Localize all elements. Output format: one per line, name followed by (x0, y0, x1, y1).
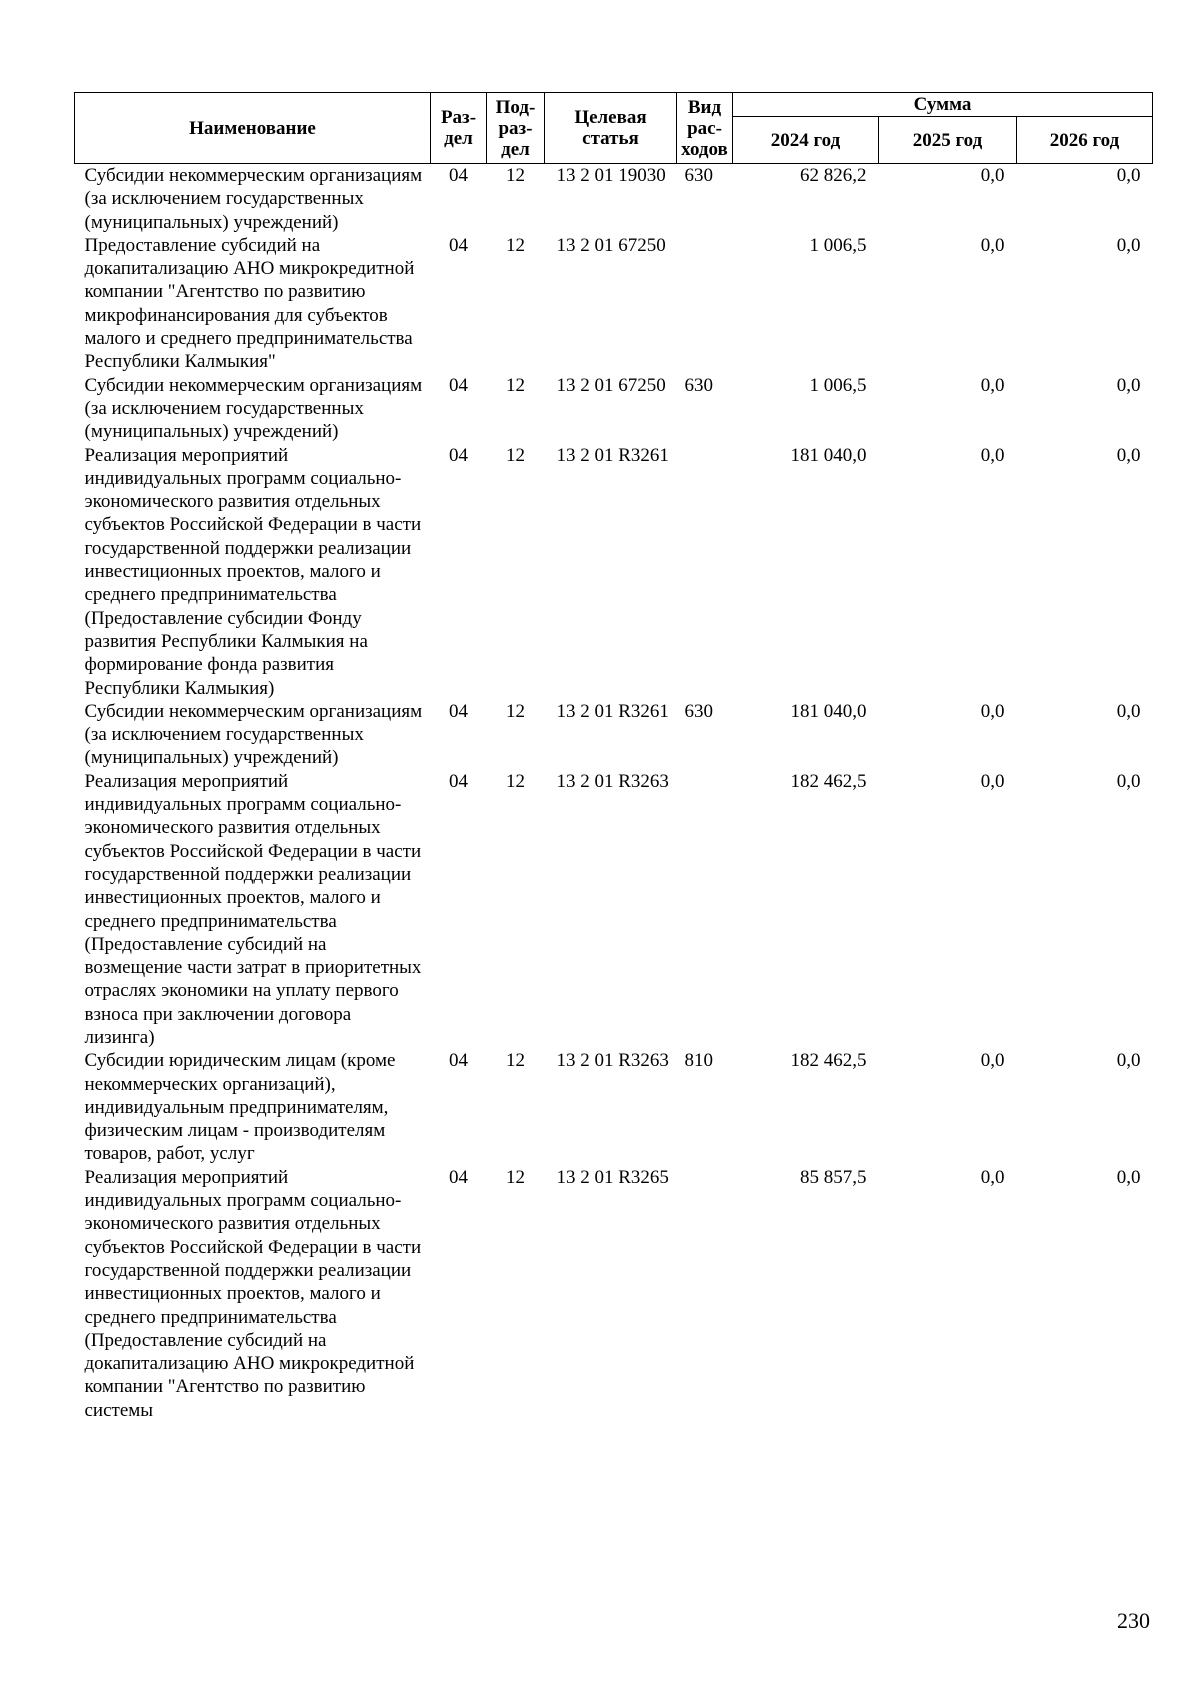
row-sum-2025: 0,0 (980, 700, 1005, 722)
header-year-2024: 2024 год (733, 117, 879, 164)
table-row (75, 164, 1153, 234)
row-celevaya-statya: 13 2 01 19030 (556, 165, 666, 186)
row-sum-2025: 0,0 (980, 234, 1005, 256)
table-body (75, 164, 1153, 1423)
header-year-2025: 2025 год (879, 117, 1017, 164)
row-razdel: 04 (449, 770, 468, 792)
row-sum-2024: 1 006,5 (809, 374, 867, 396)
table-row (75, 374, 1153, 444)
row-podrazdel: 12 (506, 700, 525, 722)
table-row (75, 770, 1153, 1050)
row-sum-2025: 0,0 (980, 1166, 1005, 1188)
row-sum-2026: 0,0 (1116, 234, 1141, 256)
row-podrazdel: 12 (506, 374, 525, 396)
row-sum-2026: 0,0 (1116, 700, 1141, 722)
header-summa: Сумма (733, 93, 1153, 117)
row-podrazdel: 12 (506, 770, 525, 792)
row-sum-2025: 0,0 (980, 770, 1005, 792)
row-sum-2026: 0,0 (1116, 1166, 1141, 1188)
row-celevaya-statya: 13 2 01 R3261 (556, 700, 669, 722)
row-celevaya-statya: 13 2 01 67250 (556, 234, 666, 256)
row-name: Реализация мероприятий индивидуальных программ социально-экономического развития отдельных субъектов Российской Федерации в части государственной поддержки реализации инвестиционных проектов, малого и среднего предпринимательства (Предоставление субсидии Фонду развития Республики Калмыкия на формирование фонда развития Республики Калмыкия) (84, 444, 422, 699)
row-razdel: 04 (449, 1050, 468, 1072)
row-sum-2024: 181 040,0 (790, 700, 867, 722)
header-razdel: Раз- дел (431, 93, 487, 164)
row-vid-rashodov: 630 (684, 374, 713, 396)
row-razdel: 04 (449, 700, 468, 722)
row-podrazdel: 12 (506, 1050, 525, 1072)
header-celevaya-statya: Целевая статья (545, 93, 677, 164)
row-vid-rashodov: 810 (684, 1050, 713, 1072)
row-name: Субсидии юридическим лицам (кроме некоммерческих организаций), индивидуальным предпринимателям, физическим лицам - производителям товаров, работ, услуг (84, 1050, 396, 1165)
table-row (75, 700, 1153, 770)
row-razdel: 04 (449, 444, 468, 466)
row-sum-2024: 1 006,5 (809, 234, 867, 256)
row-razdel: 04 (449, 374, 468, 396)
row-sum-2024: 181 040,0 (790, 444, 867, 466)
row-podrazdel: 12 (506, 1166, 525, 1188)
row-sum-2024: 182 462,5 (790, 770, 867, 792)
table-row (75, 1166, 1153, 1422)
row-podrazdel: 12 (506, 234, 525, 256)
budget-table (74, 92, 1153, 1422)
row-vid-rashodov (677, 234, 733, 374)
row-celevaya-statya: 13 2 01 67250 (556, 374, 666, 396)
row-razdel: 04 (449, 165, 468, 186)
row-name: Субсидии некоммерческим организациям (за исключением государственных (муниципальных) учреждений) (84, 374, 423, 443)
row-sum-2024: 62 826,2 (800, 165, 867, 186)
row-celevaya-statya: 13 2 01 R3265 (556, 1166, 669, 1188)
row-sum-2024: 85 857,5 (800, 1166, 867, 1188)
header-year-2026: 2026 год (1017, 117, 1153, 164)
row-name: Реализация мероприятий индивидуальных программ социально-экономического развития отдельных субъектов Российской Федерации в части государственной поддержки реализации инвестиционных проектов, малого и среднего предпринимательства (Предоставление субсидий на докапитализацию АНО микрокредитной компании "Агентство по развитию системы (84, 1166, 422, 1421)
row-sum-2026: 0,0 (1116, 1050, 1141, 1072)
row-sum-2025: 0,0 (980, 444, 1005, 466)
page-number: 230 (1117, 1608, 1150, 1633)
row-razdel: 04 (449, 234, 468, 256)
row-name: Субсидии некоммерческим организациям (за исключением государственных (муниципальных) учреждений) (84, 700, 423, 769)
row-celevaya-statya: 13 2 01 R3261 (556, 444, 669, 466)
row-razdel: 04 (449, 1166, 468, 1188)
row-sum-2025: 0,0 (980, 374, 1005, 396)
row-podrazdel: 12 (506, 444, 525, 466)
header-podrazdel: Под- раз- дел (487, 93, 545, 164)
row-sum-2025: 0,0 (980, 1050, 1005, 1072)
table-row (75, 234, 1153, 374)
row-sum-2026: 0,0 (1116, 444, 1141, 466)
row-vid-rashodov (677, 444, 733, 700)
table-row (75, 1049, 1153, 1165)
row-vid-rashodov: 630 (684, 700, 713, 722)
row-sum-2025: 0,0 (980, 165, 1005, 186)
header-name: Наименование (75, 93, 431, 164)
row-sum-2026: 0,0 (1116, 374, 1141, 396)
row-vid-rashodov (677, 770, 733, 1050)
row-sum-2026: 0,0 (1116, 165, 1141, 186)
row-vid-rashodov: 630 (684, 165, 713, 186)
budget-table-container (74, 92, 1152, 1422)
row-podrazdel: 12 (506, 165, 525, 186)
row-celevaya-statya: 13 2 01 R3263 (556, 1050, 669, 1072)
row-sum-2026: 0,0 (1116, 770, 1141, 792)
row-name: Предоставление субсидий на докапитализацию АНО микрокредитной компании "Агентство по развитию микрофинансирования для субъектов малого и среднего предпринимательства Республики Калмыкия" (84, 234, 415, 373)
header-vid-rashodov: Вид рас- ходов (677, 93, 733, 164)
table-row (75, 444, 1153, 700)
row-name: Субсидии некоммерческим организациям (за исключением государственных (муниципальных) учреждений) (84, 165, 423, 233)
row-name: Реализация мероприятий индивидуальных программ социально-экономического развития отдельных субъектов Российской Федерации в части государственной поддержки реализации инвестиционных проектов, малого и среднего предпринимательства (Предоставление субсидий на возмещение части затрат в приоритетных отраслях экономики на уплату первого взноса при заключении договора лизинга) (84, 770, 422, 1048)
table-header (75, 93, 1153, 164)
row-celevaya-statya: 13 2 01 R3263 (556, 770, 669, 792)
row-vid-rashodov (677, 1166, 733, 1422)
row-sum-2024: 182 462,5 (790, 1050, 867, 1072)
